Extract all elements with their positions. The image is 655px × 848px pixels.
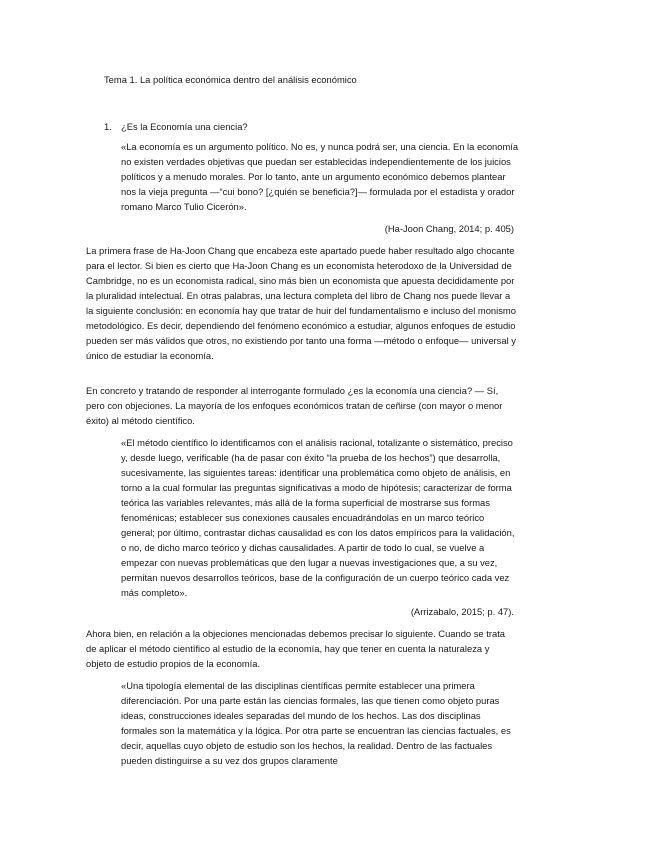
body-paragraph-1: La primera frase de Ha-Joon Chang que encabeza este apartado puede haber resultado algo chocante para el lector. Si bien es cierto que Ha-Joon Chang es un economista heterodoxo de la Universidad de Cambridge, no es un economista radical, sino más bien un economista que apuesta decididamente por la pluralidad intelectual. En otras palabras, una lectura completa del libro de Chang nos puede llevar a la siguiente conclusión: en economía hay que tratar de huir del fundamentalismo e incluso del monismo metodológico. Es decir, dependiendo del fenómeno económico a estudiar, algunos enfoques de estudio pueden ser más válidos que otros, no existiendo por tanto una forma —método o enfoque— universal y único de estudiar la economía. xyxy=(86,245,516,361)
block-quote-arrizabalo: «El método científico lo identificamos con el análisis racional, totalizante o sistemático, preciso y, desde luego, verificable (ha de pasar con éxito “la prueba de los hechos”) que desarrolla, sucesivamente, las siguientes tareas: identificar una problemática como objeto de análisis, en torno a la cual formular las preguntas significativas a modo de hipótesis; caracterizar de forma teórica las variables relevantes, más allá de la forma superficial de mostrarse sus formas fenoménicas; establecer sus conexiones causales encuadrándolas en un marco teórico general; por último, contrastar dichas causalidad es con los datos empíricos para la validación, o no, de dicho marco teórico y dichas causalidades. A partir de todo lo cual, se vuelve a empezar con nuevas problemáticas que den lugar a nuevas investigaciones que, a su vez, permitan nuevos desarrollos teóricos, base de la configuración de un cuerpo teórico cada vez más completo». xyxy=(121,437,515,598)
block-quote-disciplines: «Una tipología elemental de las disciplinas científicas permite establecer una primera diferenciación. Por una parte están las ciencias formales, las que tienen como objeto puras ideas, construcciones ideales separadas del mundo de los hechos. Las dos disciplinas formales son la matemática y la lógica. Por otra parte se encuentran las ciencias factuales, es decir, aquellas cuyo objeto de estudio son los hechos, la realidad. Dentro de las factuales pueden distinguirse a su vez dos grupos claramente xyxy=(121,680,511,766)
section-number: 1. xyxy=(104,121,112,132)
citation-chang: (Ha-Joon Chang, 2014; p. 405) xyxy=(384,223,514,234)
citation-arrizabalo: (Arrizabalo, 2015; p. 47). xyxy=(410,606,514,617)
body-paragraph-2: En concreto y tratando de responder al interrogante formulado ¿es la economía una ciencia? — Sí, pero con objeciones. La mayoría de los enfoques económicos tratan de ceñirse (con mayor o menor éxito) al método científico. xyxy=(86,385,503,426)
block-quote-chang: «La economía es un argumento político. No es, y nunca podrá ser, una ciencia. En la economía no existen verdades objetivas que puedan ser establecidas independientemente de los juicios políticos y a menudo morales. Por lo tanto, ante un argumento económico debemos plantear nos la vieja pregunta —“cui bono? [¿quién se beneficia?]— formulada por el estadista y orador romano Marco Tulio Cicerón». xyxy=(121,141,519,212)
document-title: Tema 1. La política económica dentro del análisis económico xyxy=(104,74,357,85)
section-heading: ¿Es la Economía una ciencia? xyxy=(121,121,248,132)
body-paragraph-3: Ahora bien, en relación a la objeciones mencionadas debemos precisar lo siguiente. Cuando se trata de aplicar el método científico al estudio de la economía, hay que tener en cuenta la naturaleza y objeto de estudio propios de la economía. xyxy=(86,628,506,669)
